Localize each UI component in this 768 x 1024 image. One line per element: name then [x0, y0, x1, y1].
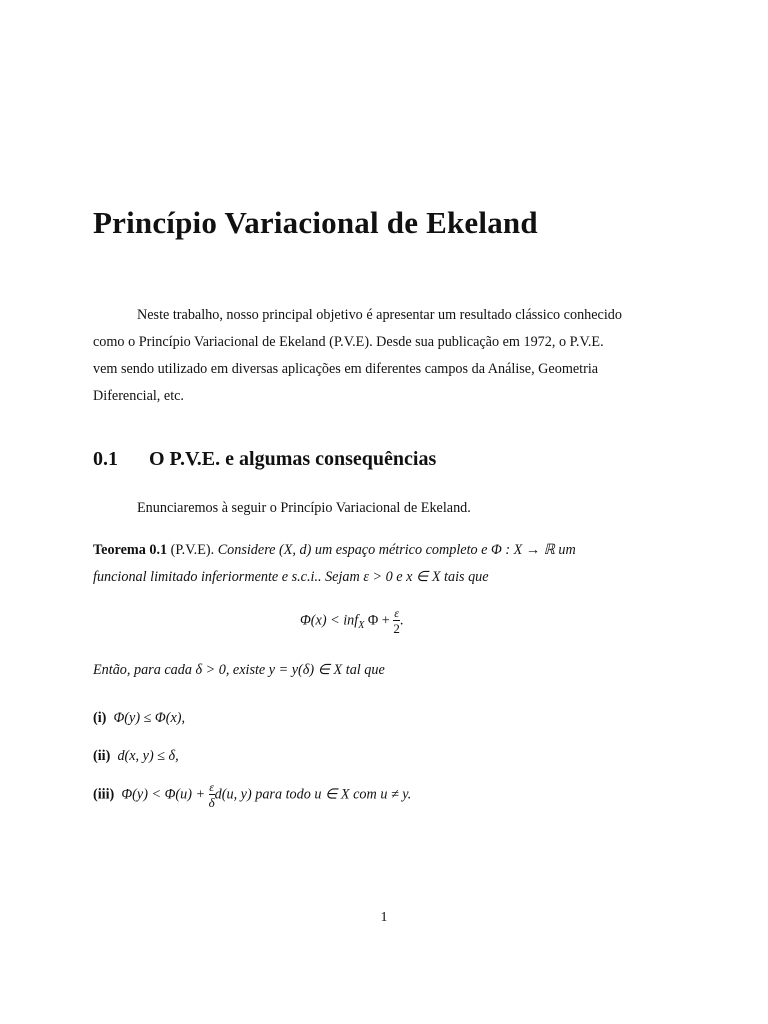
fraction-numerator: ε [394, 606, 399, 620]
equation-end: . [399, 612, 404, 629]
math-inline: (X, d) [279, 542, 312, 558]
theorem-line-1 [93, 537, 693, 564]
section-intro: Enunciaremos à seguir o Princípio Variacional de Ekeland. [137, 500, 471, 516]
math-inline: y = y(δ) ∈ X [268, 662, 343, 678]
theorem-text: tais que [444, 569, 489, 585]
item-label: (i) [93, 710, 107, 726]
then-text: Então, para cada [93, 662, 192, 678]
theorem-name: (P.V.E). [170, 542, 215, 558]
item-text: Φ(y) < Φ(u) + [121, 786, 206, 803]
section-title: O P.V.E. e algumas consequências [149, 448, 437, 470]
page-number: 1 [380, 910, 388, 925]
theorem-label: Teorema 0.1 [93, 542, 168, 558]
item-text: d(x, y) ≤ δ, [117, 748, 179, 764]
intro-paragraph [93, 302, 693, 410]
fraction-numerator: ε [209, 780, 214, 794]
math-inline: Φ : X → ℝ [491, 542, 555, 558]
then-line [93, 662, 385, 679]
equation-subscript: X [358, 620, 365, 632]
math-inline: u ≠ y. [380, 786, 412, 803]
math-inline: ε > 0 [363, 569, 393, 585]
math-inline: δ > 0, [195, 662, 230, 678]
item-text: Φ(y) ≤ Φ(x), [113, 710, 186, 726]
list-item [93, 780, 411, 810]
math-inline: x ∈ X [406, 569, 441, 585]
theorem-text: Considere [217, 542, 276, 558]
theorem-text: um espaço métrico completo e [314, 542, 488, 558]
section-number: 0.1 [93, 448, 118, 470]
equation-mid: Φ + [367, 612, 390, 629]
theorem-text: funcional limitado inferiormente e s.c.i.. Sejam [93, 569, 360, 585]
paragraph-line: vem sendo utilizado em diversas aplicações em diferentes campos da Análise, Geometria [93, 361, 599, 377]
fraction-denominator: δ [208, 795, 215, 810]
paragraph-line: Diferencial, etc. [93, 388, 184, 404]
theorem-text: e [396, 569, 403, 585]
section-heading [93, 448, 436, 471]
list-item [93, 748, 179, 765]
theorem-text: um [558, 542, 576, 558]
fraction-denominator: 2 [393, 621, 400, 636]
paragraph-line: como o Princípio Variacional de Ekeland (P.V.E). Desde sua publicação em 1972, o P.V.E. [93, 334, 604, 350]
paragraph-line: Neste trabalho, nosso principal objetivo é apresentar um resultado clássico conhecido [137, 307, 622, 323]
theorem-statement [93, 537, 693, 591]
then-text: tal que [345, 662, 385, 678]
item-text: d(u, y) [214, 786, 252, 803]
equation-lhs: Φ(x) < inf [300, 612, 359, 629]
item-label: (ii) [93, 748, 111, 764]
item-text: para todo [255, 786, 311, 803]
then-text: existe [232, 662, 266, 678]
display-equation [300, 606, 480, 646]
item-label: (iii) [93, 786, 115, 803]
list-item [93, 710, 185, 727]
page-title: Princípio Variacional de Ekeland [93, 205, 538, 240]
math-inline: u ∈ X [314, 786, 350, 803]
theorem-line-2 [93, 564, 693, 591]
item-text: com [353, 786, 377, 803]
